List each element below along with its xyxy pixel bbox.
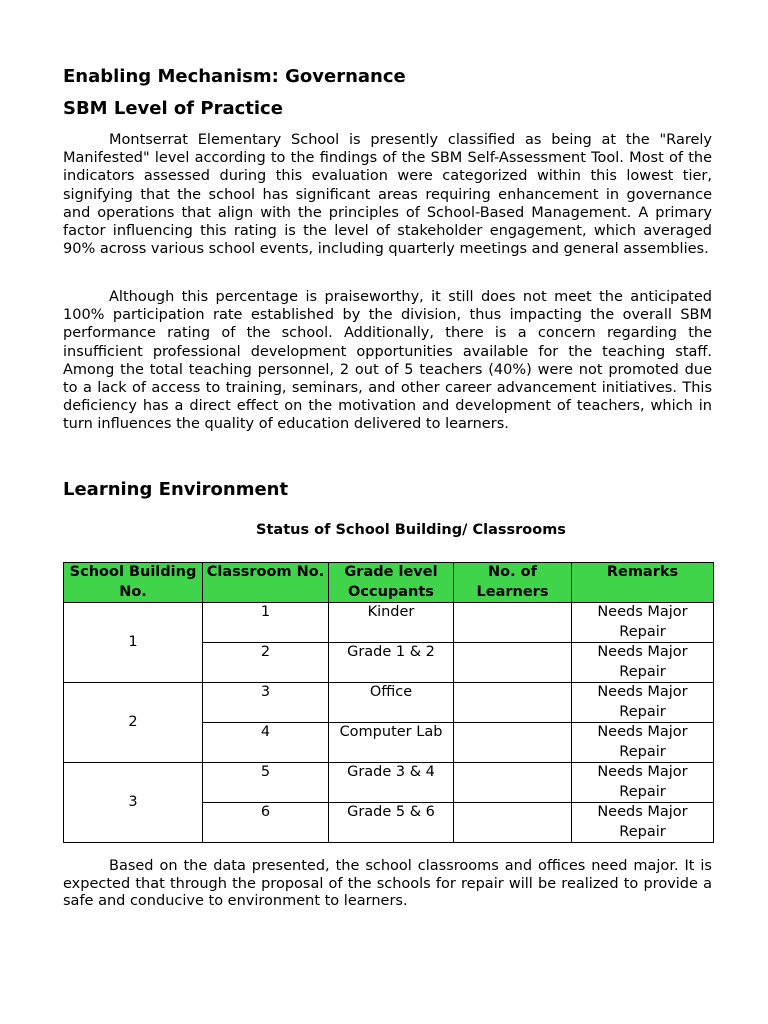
- occupants-cell: Grade 3 & 4: [329, 763, 454, 803]
- paragraph-participation: Although this percentage is praiseworthy, it still does not meet the anticipated 100% participation rate established by the division, thus impacting the overall SBM performance rating of the school. Additionally, there is a concern regarding the insufficient professional development opportunities available for the teaching staff. Among the total teaching personnel, 2 out of 5 teachers (40%) were not promoted due to a lack of access to training, seminars, and other career advancement initiatives. This deficiency has a direct effect on the motivation and development of teachers, which in turn influences the quality of education delivered to learners.: [63, 289, 712, 433]
- learners-cell: [454, 603, 572, 643]
- paragraph-sbm-rating: Montserrat Elementary School is presently classified as being at the "Rarely Manifested" level according to the findings of the SBM Self-Assessment Tool. Most of the indicators assessed during this evaluation were categorized within this lowest tier, signifying that the school has significant areas requiring enhancement in governance and operations that align with the principles of School-Based Management. A primary factor influencing this rating is the level of stakeholder engagement, which averaged 90% across various school events, including quarterly meetings and general assemblies.: [63, 132, 712, 258]
- paragraph-conclusion: Based on the data presented, the school classrooms and offices need major. It is expected that through the proposal of the schools for repair will be realized to provide a safe and conducive to environment to learners.: [63, 858, 712, 909]
- occupants-cell: Kinder: [329, 603, 454, 643]
- occupants-cell: Computer Lab: [329, 723, 454, 763]
- occupants-cell: Office: [329, 683, 454, 723]
- remarks-cell: Needs Major Repair: [572, 763, 714, 803]
- header-classroom-no: Classroom No.: [203, 563, 329, 603]
- occupants-cell: Grade 5 & 6: [329, 803, 454, 843]
- classroom-cell: 5: [203, 763, 329, 803]
- main-heading: Enabling Mechanism: Governance: [63, 66, 406, 87]
- table-caption: Status of School Building/ Classrooms: [256, 522, 566, 538]
- building-status-table: [63, 562, 714, 843]
- classroom-cell: 4: [203, 723, 329, 763]
- table-row: [64, 763, 714, 803]
- occupants-cell: Grade 1 & 2: [329, 643, 454, 683]
- building-number-cell: 2: [64, 683, 203, 763]
- remarks-cell: Needs Major Repair: [572, 643, 714, 683]
- learners-cell: [454, 683, 572, 723]
- learning-environment-heading: Learning Environment: [63, 479, 289, 500]
- table-row: [64, 603, 714, 643]
- classroom-cell: 3: [203, 683, 329, 723]
- sbm-heading: SBM Level of Practice: [63, 98, 283, 119]
- learners-cell: [454, 803, 572, 843]
- header-building-no: School Building No.: [64, 563, 203, 603]
- remarks-cell: Needs Major Repair: [572, 683, 714, 723]
- classroom-cell: 2: [203, 643, 329, 683]
- header-remarks: Remarks: [572, 563, 714, 603]
- remarks-cell: Needs Major Repair: [572, 723, 714, 763]
- learners-cell: [454, 723, 572, 763]
- learners-cell: [454, 763, 572, 803]
- remarks-cell: Needs Major Repair: [572, 803, 714, 843]
- header-no-learners: No. of Learners: [454, 563, 572, 603]
- learners-cell: [454, 643, 572, 683]
- remarks-cell: Needs Major Repair: [572, 603, 714, 643]
- building-number-cell: 1: [64, 603, 203, 683]
- classroom-cell: 6: [203, 803, 329, 843]
- table-header-row: [64, 563, 714, 603]
- table-row: [64, 683, 714, 723]
- classroom-cell: 1: [203, 603, 329, 643]
- building-number-cell: 3: [64, 763, 203, 843]
- header-grade-occupants: Grade level Occupants: [329, 563, 454, 603]
